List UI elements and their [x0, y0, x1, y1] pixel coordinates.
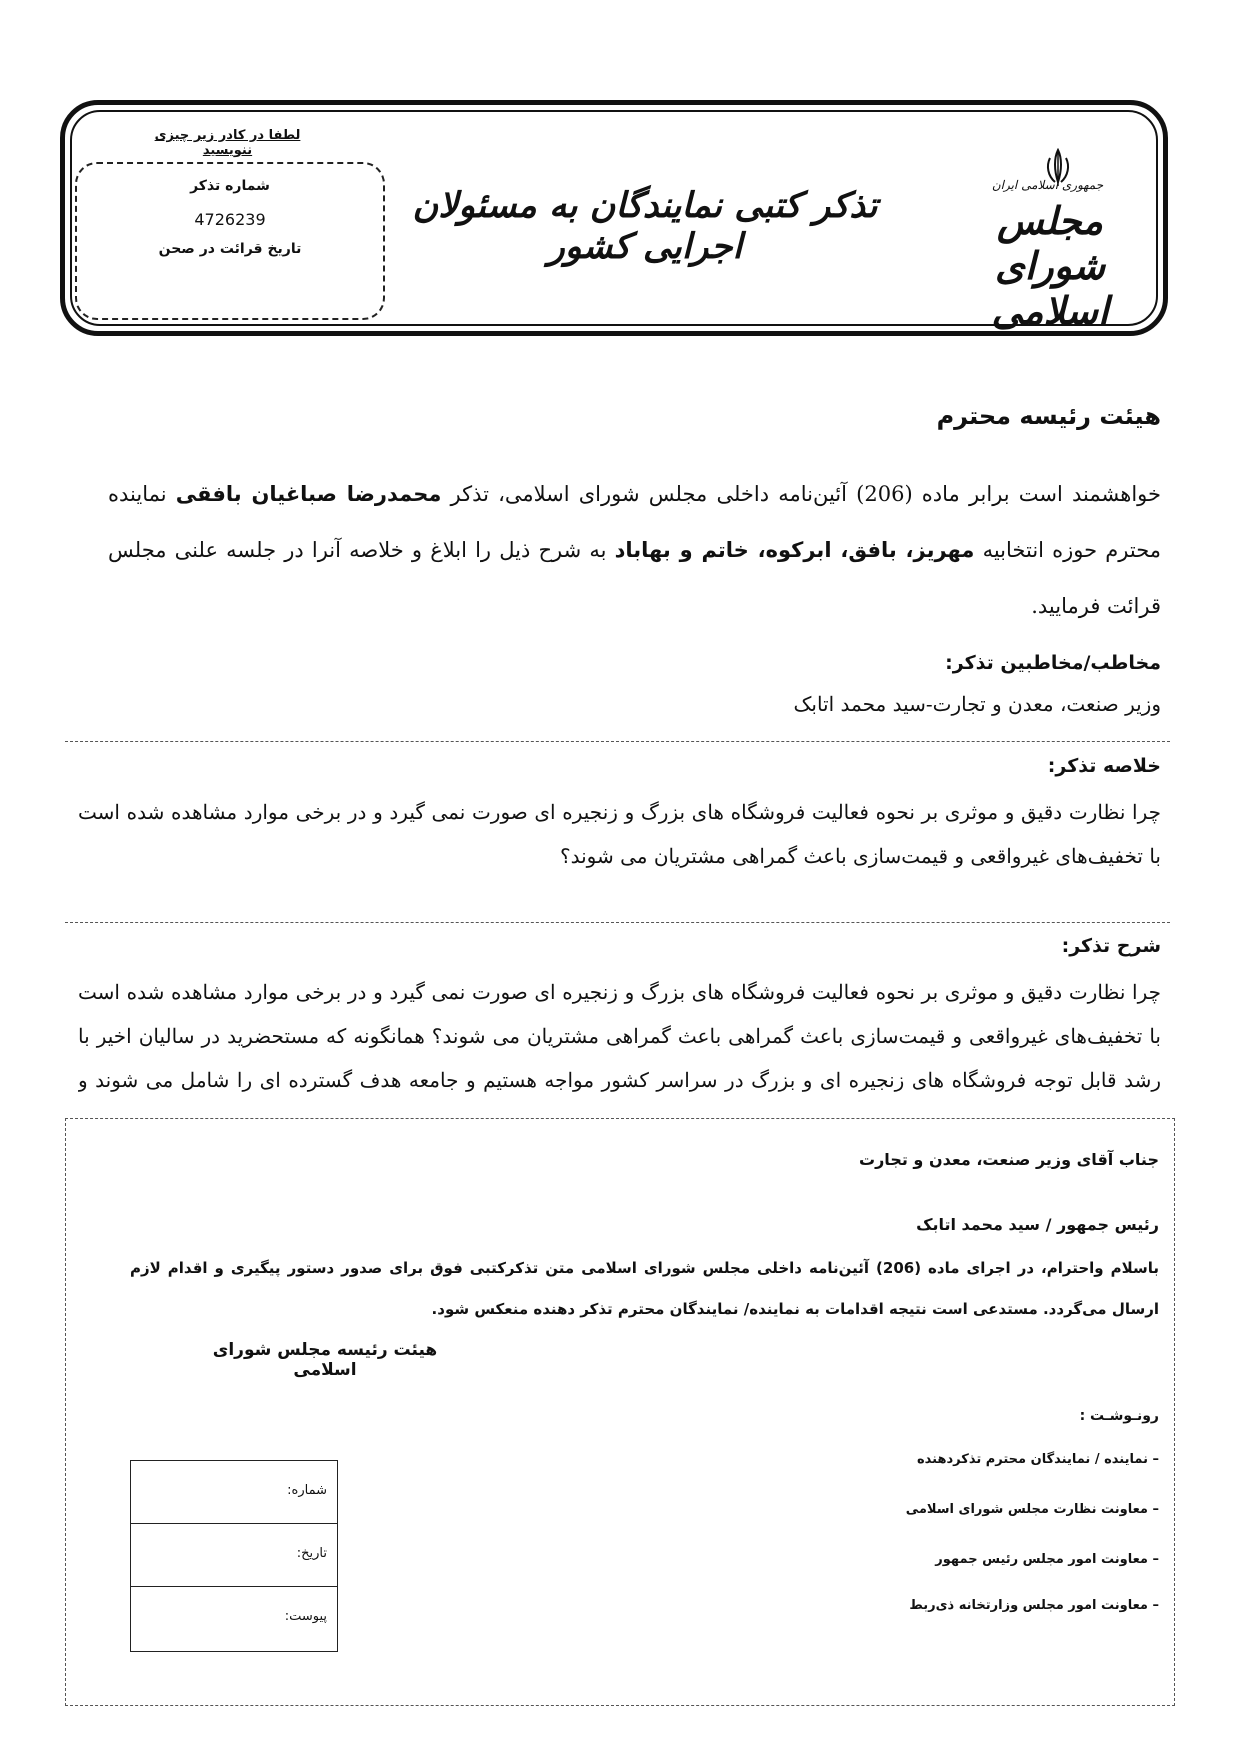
- referral-line: ارسال می‌گردد. مستدعی است نتیجه اقدامات به نماینده/ نمایندگان محترم تذکر دهنده منعکس شود.: [431, 1300, 1159, 1318]
- cc-item: – نماینده / نمایندگان محترم تذکردهنده: [917, 1452, 1159, 1467]
- read-date-label: تاریخ قرائت در صحن: [158, 241, 302, 257]
- republic-label: جمهوری اسلامی ایران: [991, 178, 1104, 192]
- summary-heading: خلاصه تذکر:: [1047, 755, 1161, 777]
- constituency-city: ابرکوه: [765, 538, 832, 562]
- separator: ،: [896, 538, 914, 562]
- intro-paragraph: [108, 466, 1161, 634]
- registry-row: [131, 1461, 337, 1524]
- registry-row: [131, 1587, 337, 1650]
- registry-table: [130, 1460, 338, 1652]
- description-text: [78, 970, 1161, 1102]
- memo-number: 4726239: [194, 210, 266, 229]
- addressee-text: وزیر صنعت، معدن و تجارت-سید محمد اتابک: [793, 692, 1161, 716]
- section-divider: [65, 922, 1170, 923]
- mp-name: محمدرضا صباغیان بافقی: [175, 482, 442, 506]
- registry-attachment-label: پیوست:: [284, 1609, 327, 1624]
- description-line: چرا نظارت دقیق و موثری بر نحوه فعالیت فروشگاه های بزرگ و زنجیره ای صورت نمی گیرد و در برخی موارد مشاهده شده است: [78, 980, 1161, 1004]
- separator: ،: [831, 538, 849, 562]
- constituency-city: خاتم و بهاباد: [614, 538, 749, 562]
- summary-text: [78, 790, 1161, 878]
- constituency-city: مهریز: [913, 538, 975, 562]
- cc-item: – معاونت امور مجلس رئیس جمهور: [935, 1552, 1159, 1567]
- separator: ،: [748, 538, 766, 562]
- do-not-write-note: لطفا در کادر زیر چیزی ننویسید: [154, 128, 301, 158]
- cc-item: – معاونت امور مجلس وزارتخانه ذی‌ربط: [909, 1598, 1159, 1613]
- section-divider: [65, 741, 1170, 742]
- constituency-city: بافق: [848, 538, 897, 562]
- intro-text: قرائت فرمایید.: [1031, 594, 1161, 618]
- intro-text: به شرح ذیل را ابلاغ و خلاصه آنرا در جلسه علنی مجلس: [108, 538, 615, 562]
- referral-body: [130, 1248, 1159, 1330]
- president-title: رئیس جمهور / سید محمد اتابک: [916, 1215, 1159, 1234]
- presidium-signature: هیئت رئیسه مجلس شورای اسلامی: [212, 1340, 438, 1380]
- referral-line: باسلام واحترام، در اجرای ماده (206) آئین‌نامه داخلی مجلس شورای اسلامی متن تذکرکتبی فوق برای صدور دستور پیگیری و اقدام لازم: [130, 1259, 1159, 1277]
- registry-row: [131, 1524, 337, 1587]
- registry-number-label: شماره:: [287, 1483, 327, 1498]
- minister-title: جناب آقای وزیر صنعت، معدن و تجارت: [859, 1150, 1159, 1169]
- memo-number-label: شماره تذکر: [190, 178, 270, 194]
- addressee-heading: مخاطب/مخاطبین تذکر:: [945, 652, 1161, 674]
- intro-text: محترم حوزه انتخابیه: [974, 538, 1161, 562]
- description-line: با تخفیف‌های غیرواقعی و قیمت‌سازی باعث گمراهی باعث گمراهی مشتریان می شوند؟ همانگونه که مستحضرید در سالیان اخیر با: [78, 1024, 1161, 1048]
- summary-line: چرا نظارت دقیق و موثری بر نحوه فعالیت فروشگاه های بزرگ و زنجیره ای صورت نمی گیرد و در برخی موارد مشاهده شده است: [78, 800, 1161, 824]
- cc-item: – معاونت نظارت مجلس شورای اسلامی: [905, 1502, 1159, 1517]
- intro-text: نماینده: [108, 482, 176, 506]
- summary-line: با تخفیف‌های غیرواقعی و قیمت‌سازی باعث گمراهی مشتریان می شوند؟: [560, 844, 1161, 868]
- description-line: رشد قابل توجه فروشگاه های زنجیره ای و بزرگ در سراسر کشور مواجه هستیم و جامعه هدف گسترده ای را شامل می شوند و: [78, 1068, 1161, 1092]
- parliament-logo: مجلس شورای اسلامی: [991, 198, 1109, 333]
- intro-text: خواهشمند است برابر ماده (206) آئین‌نامه داخلی مجلس شورای اسلامی، تذکر: [441, 482, 1161, 506]
- registry-date-label: تاریخ:: [296, 1546, 327, 1561]
- cc-heading: رونـوشـت :: [1079, 1408, 1159, 1424]
- document-title: تذکر کتبی نمایندگان به مسئولان اجرایی کشور: [412, 185, 878, 267]
- greeting-heading: هیئت رئیسه محترم: [936, 402, 1161, 430]
- description-heading: شرح تذکر:: [1061, 935, 1161, 957]
